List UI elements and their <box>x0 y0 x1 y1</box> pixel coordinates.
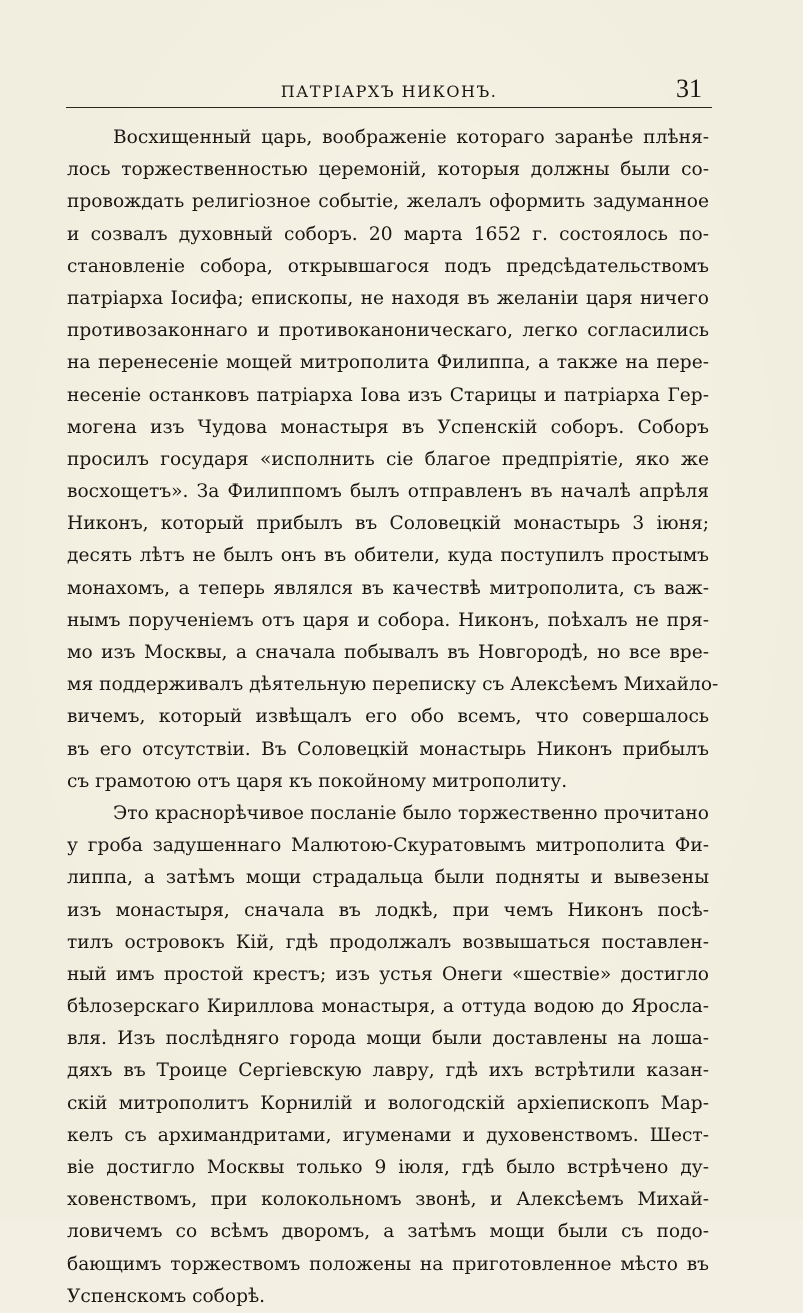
text-line: изъ монастыря, сначала въ лодкѣ, при чемъ Никонъ посѣ- <box>67 899 709 921</box>
text-line: бающимъ торжествомъ положены на приготовленное мѣсто въ <box>67 1253 709 1275</box>
text-line: Это краснорѣчивое посланіе было торжественно прочитано <box>113 802 709 824</box>
text-line: монахомъ, а теперь являлся въ качествѣ митрополита, съ важ- <box>67 577 709 599</box>
running-title: ПАТРІАРХЪ НИКОНЪ. <box>280 82 498 101</box>
text-line: липпа, а затѣмъ мощи страдальца были подняты и вывезены <box>67 867 709 889</box>
text-line: нымъ порученіемъ отъ царя и собора. Никонъ, поѣхалъ не пря- <box>67 609 709 631</box>
text-line: восхощетъ». За Филиппомъ былъ отправленъ въ началѣ апрѣля <box>67 481 709 503</box>
text-line: у гроба задушеннаго Малютою-Скуратовымъ митрополита Фи- <box>67 835 709 857</box>
text-line: провождать религіозное событіе, желалъ оформить задуманное <box>67 191 709 213</box>
text-line: ховенствомъ, при колокольномъ звонѣ, и Алексѣемъ Михай- <box>67 1189 709 1211</box>
text-line: скій митрополитъ Корнилій и вологодскій архіепископъ Мар- <box>67 1092 709 1114</box>
text-line: и созвалъ духовный соборъ. 20 марта 1652 г. состоялось по- <box>67 223 709 245</box>
text-line: віе достигло Москвы только 9 іюля, гдѣ было встрѣчено ду- <box>67 1157 709 1178</box>
paragraph-2 <box>67 798 709 1313</box>
text-line: ный имъ простой крестъ; изъ устья Онеги «шествіе» достигло <box>67 963 709 985</box>
text-line: патріарха Іосифа; епископы, не находя въ желаніи царя ничего <box>67 287 709 309</box>
text-line: вичемъ, который извѣщалъ его обо всемъ, что совершалось <box>67 706 709 728</box>
text-line: лось торжественностью церемоній, которыя должны были со- <box>67 159 709 181</box>
header-rule <box>66 107 712 108</box>
page-header <box>66 72 712 106</box>
text-line: тилъ островокъ Кій, гдѣ продолжалъ возвышаться поставлен- <box>67 931 709 953</box>
page-number: 31 <box>676 74 702 103</box>
text-line: съ грамотою отъ царя къ покойному митрополиту. <box>67 770 568 792</box>
text-line: на перенесеніе мощей митрополита Филиппа, а также на пере- <box>67 352 709 374</box>
text-line: десять лѣтъ не былъ онъ въ обители, куда поступилъ простымъ <box>67 545 709 567</box>
text-line: Никонъ, который прибылъ въ Соловецкій монастырь 3 іюня; <box>67 513 709 535</box>
text-line: просилъ государя «исполнить сіе благое предпріятіе, яко же <box>67 448 709 470</box>
text-line: становленіе собора, открывшагося подъ предсѣдательствомъ <box>67 255 709 277</box>
text-line: Восхищенный царь, воображеніе котораго заранѣе плѣня- <box>113 127 709 148</box>
text-line: въ его отсутствіи. Въ Соловецкій монастырь Никонъ прибылъ <box>67 738 709 760</box>
text-line: несеніе останковъ патріарха Іова изъ Старицы и патріарха Гер- <box>67 384 709 406</box>
text-line: бѣлозерскаго Кириллова монастыря, а оттуда водою до Яросла- <box>67 996 709 1018</box>
paragraph-1 <box>67 122 719 798</box>
text-line: мя поддерживалъ дѣятельную переписку съ Алексѣемъ Михайло- <box>67 674 719 696</box>
text-line: мо изъ Москвы, а сначала побывалъ въ Новгородѣ, но все вре- <box>67 642 709 663</box>
text-line: ловичемъ со всѣмъ дворомъ, а затѣмъ мощи были съ подо- <box>67 1221 709 1243</box>
text-line: могена изъ Чудова монастыря въ Успенскій соборъ. Соборъ <box>67 416 709 438</box>
text-line: противозаконнаго и противоканоническаго, легко согласились <box>67 320 709 342</box>
text-line: Успенскомъ соборѣ. <box>67 1285 266 1307</box>
text-line: дяхъ въ Троице Сергіевскую лавру, гдѣ ихъ встрѣтили казан- <box>67 1060 709 1082</box>
text-line: келъ съ архимандритами, игуменами и духовенствомъ. Шест- <box>67 1124 709 1146</box>
text-line: вля. Изъ послѣдняго города мощи были доставлены на лоша- <box>67 1028 709 1050</box>
body-text <box>67 122 719 1313</box>
